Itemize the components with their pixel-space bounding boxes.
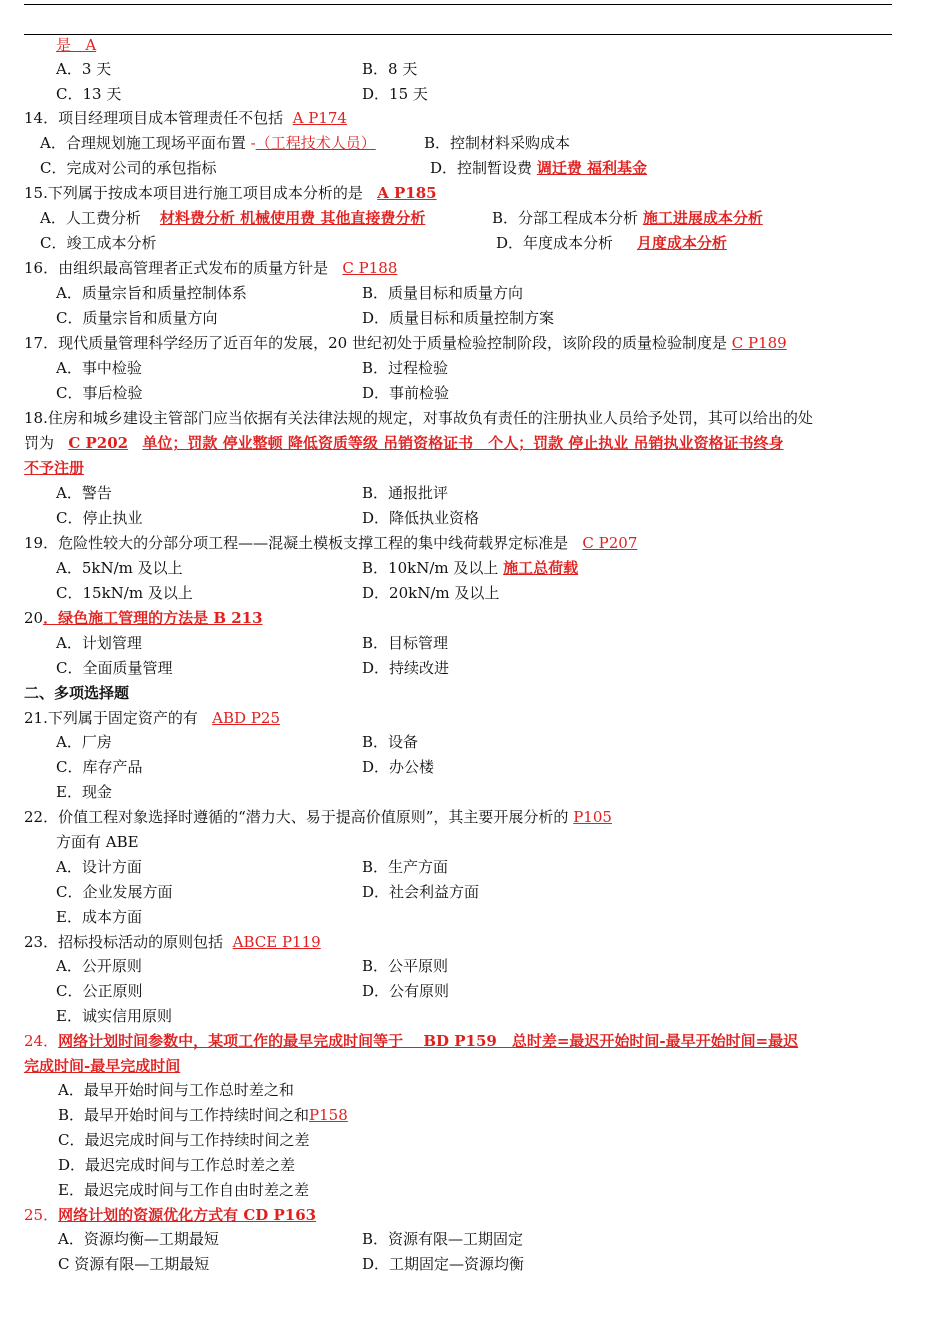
q20-option-a: A．计划管理 bbox=[56, 634, 142, 652]
q16-option-a: A．质量宗旨和质量控制体系 bbox=[56, 284, 247, 302]
q24-option-b: B．最早开始时间与工作持续时间之和P158 bbox=[58, 1106, 348, 1124]
q19-answer: C P207 bbox=[582, 534, 638, 552]
q17-answer: C P189 bbox=[731, 334, 787, 352]
q25-stem-text: 网络计划的资源优化方式有 CD P163 bbox=[58, 1206, 317, 1224]
q23-option-b: B．公平原则 bbox=[362, 957, 449, 975]
q13-stem-tail bbox=[56, 34, 96, 56]
q22-stem: 22．价值工程对象选择时遵循的“潜力大、易于提高价值原则”，其主要开展分析的 P105 bbox=[24, 808, 612, 826]
q15-option-a: A．人工费分析 材料费分析 机械使用费 其他直接费分析 bbox=[40, 209, 426, 227]
q18-note1: 单位；罚款 停业整顿 降低资质等级 吊销资格证书 个人；罚款 停止执业 吊销执业资格证书终身 bbox=[142, 434, 784, 452]
q23-stem: 23．招标投标活动的原则包括 ABCE P119 bbox=[24, 933, 321, 951]
q17-option-d: D．事前检验 bbox=[362, 384, 450, 402]
q13-option-b: B．8 天 bbox=[362, 60, 418, 78]
q18-stem-line3 bbox=[24, 457, 84, 479]
q14-stem bbox=[24, 107, 347, 129]
q24-stem-line2: 完成时间-最早完成时间 bbox=[24, 1057, 181, 1075]
q13-tail-text: 是 bbox=[56, 36, 72, 54]
q19-option-c: C．15kN/m 及以上 bbox=[56, 584, 193, 602]
q14-option-d: D．控制暂设费 调迁费 福利基金 bbox=[430, 159, 648, 177]
q23-option-a: A．公开原则 bbox=[56, 957, 142, 975]
q16-option-b: B．质量目标和质量方向 bbox=[362, 284, 524, 302]
q17-option-a: A．事中检验 bbox=[56, 359, 142, 377]
q22-stem-line2: 方面有 ABE bbox=[56, 833, 139, 851]
q25-stem: 25．网络计划的资源优化方式有 CD P163 bbox=[24, 1206, 317, 1224]
q18-answer: C P202 bbox=[68, 434, 129, 452]
q20-option-d: D．持续改进 bbox=[362, 659, 450, 677]
q22-option-c: C．企业发展方面 bbox=[56, 883, 173, 901]
section-heading-multiple-choice: 二、多项选择题 bbox=[24, 684, 130, 702]
q20-option-b: B．目标管理 bbox=[362, 634, 449, 652]
q24-b-note: P158 bbox=[309, 1106, 348, 1124]
q14-option-b: B．控制材料采购成本 bbox=[424, 134, 571, 152]
header-rule bbox=[24, 34, 892, 35]
q14-answer: A P174 bbox=[292, 109, 347, 127]
q20-stem: 20．绿色施工管理的方法是 B 213 bbox=[24, 609, 263, 627]
q22-option-e: E．成本方面 bbox=[56, 908, 142, 926]
q25-option-d: D．工期固定—资源均衡 bbox=[362, 1255, 525, 1273]
q18-stem-line1: 18.住房和城乡建设主管部门应当依据有关法律法规的规定，对事故负有责任的注册执业人员给予处罚，其可以给出的处 bbox=[24, 409, 813, 427]
q21-answer: ABD P25 bbox=[212, 709, 281, 727]
q23-answer: ABCE P119 bbox=[232, 933, 321, 951]
q14-a-note: （工程技术人员） bbox=[255, 134, 376, 152]
q16-answer: C P188 bbox=[342, 259, 398, 277]
q16-stem: 16．由组织最高管理者正式发布的质量方针是 C P188 bbox=[24, 259, 398, 277]
q18-note2: 不予注册 bbox=[24, 459, 85, 477]
q22-answer: P105 bbox=[573, 808, 612, 826]
q25-option-c: C 资源有限—工期最短 bbox=[58, 1255, 210, 1273]
q14-stem-text: 14．项目经理项目成本管理责任不包括 bbox=[24, 109, 284, 127]
q14-d-note: 调迁费 福利基金 bbox=[536, 159, 648, 177]
q24-option-a: A．最早开始时间与工作总时差之和 bbox=[58, 1081, 294, 1099]
q24-option-c: C．最迟完成时间与工作持续时间之差 bbox=[58, 1131, 310, 1149]
q22-option-a: A．设计方面 bbox=[56, 858, 142, 876]
q22-option-d: D．社会利益方面 bbox=[362, 883, 480, 901]
q21-stem: 21.下列属于固定资产的有 ABD P25 bbox=[24, 709, 281, 727]
q15-option-b: B．分部工程成本分析 施工进展成本分析 bbox=[492, 209, 763, 227]
q19-stem: 19．危险性较大的分部分项工程——混凝土模板支撑工程的集中线荷载界定标准是 C P207 bbox=[24, 534, 638, 552]
top-rule bbox=[24, 4, 892, 5]
q25-option-b: B．资源有限—工期固定 bbox=[362, 1230, 524, 1248]
q18-option-d: D．降低执业资格 bbox=[362, 509, 480, 527]
q16-option-d: D．质量目标和质量控制方案 bbox=[362, 309, 555, 327]
q15-option-c: C．竣工成本分析 bbox=[40, 234, 157, 252]
q24-option-d: D．最迟完成时间与工作总时差之差 bbox=[58, 1156, 296, 1174]
q20-option-c: C．全面质量管理 bbox=[56, 659, 173, 677]
q18-stem-line2: 罚为 C P202 单位；罚款 停业整顿 降低资质等级 吊销资格证书 个人；罚款 停止执业 吊销执业资格证书终身 bbox=[24, 434, 784, 452]
q16-option-c: C．质量宗旨和质量方向 bbox=[56, 309, 218, 327]
q24-stem-text: 网络计划时间参数中，某项工作的最早完成时间等于 BD P159 总时差=最迟开始时间-最早开始时间=最迟 bbox=[58, 1032, 799, 1050]
q19-option-d: D．20kN/m 及以上 bbox=[362, 584, 500, 602]
q13-option-d: D．15 天 bbox=[362, 85, 428, 103]
q18-option-c: C．停止执业 bbox=[56, 509, 143, 527]
q19-option-a: A．5kN/m 及以上 bbox=[56, 559, 183, 577]
q25-option-a: A．资源均衡—工期最短 bbox=[58, 1230, 219, 1248]
q15-answer: A P185 bbox=[377, 184, 437, 202]
q24-option-e: E．最迟完成时间与工作自由时差之差 bbox=[58, 1181, 309, 1199]
q18-option-b: B．通报批评 bbox=[362, 484, 449, 502]
q22-option-b: B．生产方面 bbox=[362, 858, 449, 876]
q20-stem-text: ．绿色施工管理的方法是 B 213 bbox=[43, 609, 263, 627]
q23-option-e: E．诚实信用原则 bbox=[56, 1007, 172, 1025]
q21-option-c: C．库存产品 bbox=[56, 758, 143, 776]
q21-option-a: A．厂房 bbox=[56, 733, 112, 751]
q13-option-a: A．3 天 bbox=[56, 60, 112, 78]
q14-option-a: A．合理规划施工现场平面布置 -（工程技术人员） bbox=[40, 134, 376, 152]
q15-a-note: 材料费分析 机械使用费 其他直接费分析 bbox=[159, 209, 426, 227]
q23-option-c: C．公正原则 bbox=[56, 982, 143, 1000]
q13-answer: A bbox=[85, 36, 97, 54]
q15-b-note: 施工进展成本分析 bbox=[642, 209, 763, 227]
q23-option-d: D．公有原则 bbox=[362, 982, 450, 1000]
q15-option-d: D．年度成本分析 月度成本分析 bbox=[496, 234, 727, 252]
q21-option-b: B．设备 bbox=[362, 733, 419, 751]
q18-option-a: A．警告 bbox=[56, 484, 112, 502]
q14-option-c: C．完成对公司的承包指标 bbox=[40, 159, 217, 177]
q19-b-note: 施工总荷载 bbox=[503, 559, 579, 577]
q24-stem-line1: 24．网络计划时间参数中，某项工作的最早完成时间等于 BD P159 总时差=最迟开始时间-最早开始时间=最迟 bbox=[24, 1032, 799, 1050]
q21-option-e: E．现金 bbox=[56, 783, 112, 801]
q15-d-note: 月度成本分析 bbox=[636, 234, 727, 252]
q17-option-b: B．过程检验 bbox=[362, 359, 449, 377]
q19-option-b: B．10kN/m 及以上 施工总荷载 bbox=[362, 559, 579, 577]
q13-option-c: C．13 天 bbox=[56, 85, 122, 103]
q15-stem: 15.下列属于按成本项目进行施工项目成本分析的是 A P185 bbox=[24, 184, 437, 202]
q17-option-c: C．事后检验 bbox=[56, 384, 143, 402]
q17-stem: 17．现代质量管理科学经历了近百年的发展，20 世纪初处于质量检验控制阶段，该阶段的质量检验制度是 C P189 bbox=[24, 334, 787, 352]
q21-option-d: D．办公楼 bbox=[362, 758, 435, 776]
